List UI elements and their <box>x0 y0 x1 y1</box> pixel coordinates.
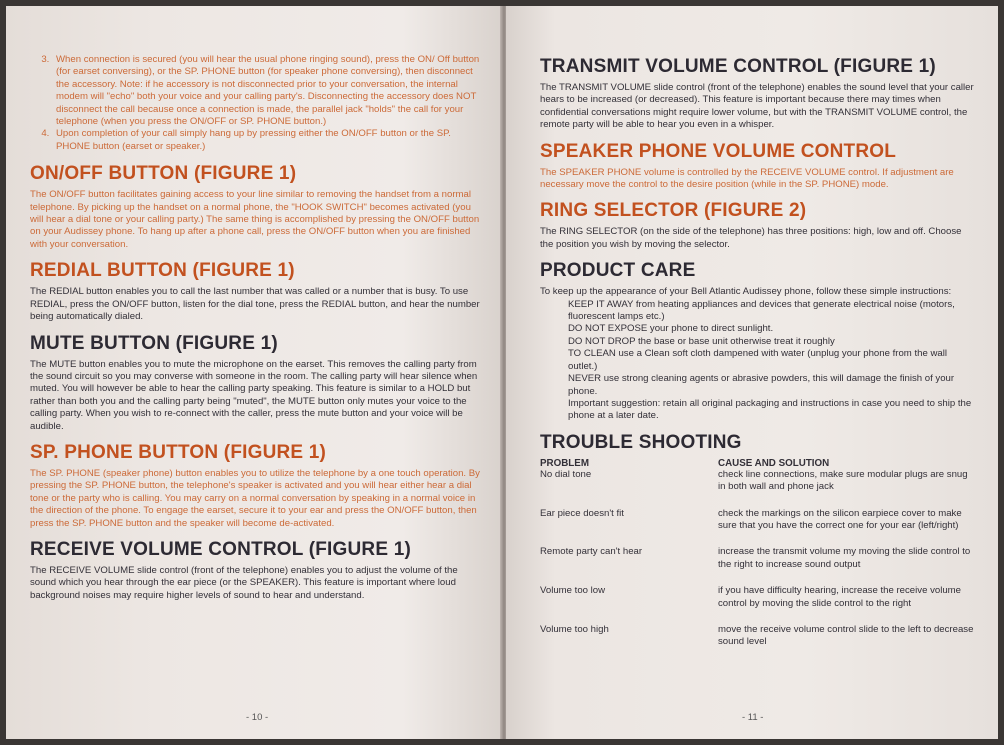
onoff-heading: ON/OFF BUTTON (FIGURE 1) <box>30 163 297 185</box>
ring-selector-text: The RING SELECTOR (on the side of the telephone) has three positions: high, low and off. Choose the position you wish by moving the selector. <box>540 226 962 250</box>
left-page <box>6 6 502 739</box>
care-item: NEVER use strong cleaning agents or abrasive powders, this will damage the finish of your phone. <box>568 373 955 397</box>
mute-heading: MUTE BUTTON (FIGURE 1) <box>30 332 278 354</box>
table-row <box>540 469 976 508</box>
speaker-volume-text: The SPEAKER PHONE volume is controlled by the RECEIVE VOLUME control. If adjustment are necessary move the control to the desire position (while in the SP. PHONE) mode. <box>540 166 954 191</box>
care-item: KEEP IT AWAY from heating appliances and devices that generate electrical noise (motors, fluorescent lamps etc.) <box>568 298 955 323</box>
care-item: TO CLEAN use a Clean soft cloth dampened with water (unplug your phone from the wall outlet.) <box>568 348 947 372</box>
solution-cell: if you have difficulty hearing, increase the receive volume control by moving the slide control to the right <box>718 585 961 609</box>
problem-cell: Ear piece doesn't fit <box>540 507 624 519</box>
care-item: DO NOT DROP the base or base unit otherwise treat it roughly <box>568 335 835 347</box>
solution-cell: check line connections, make sure modular plugs are snug in both wall and phone jack <box>718 468 968 493</box>
mute-text: The MUTE button enables you to mute the microphone on the earset. This removes the calling party from the sound circuit so you may converse with someone in the room. The calling party will hear silence when muted. You will however be able to hear the calling party speaking. This feature is similar to a HOLD but rather than both you and the calling party being "muted", the MUTE button only mutes your voice to the calling party. When you wish to re-connect with the caller, press the mute button and your voice will be audible. <box>30 358 478 432</box>
receive-volume-section <box>30 539 480 602</box>
onoff-text: The ON/OFF button facilitates gaining access to your line similar to removing the handset from a normal telephone. By picking up the handset on a normal phone, the "HOOK SWITCH" becomes activated (you will hear a dial tone or your calling party.) The same thing is accomplished by pressing the ON/OFF button on your Audissey phone. To hang up after a phone call, press the ON/OFF button when you are finished with your conversation. <box>30 189 480 250</box>
redial-text: The REDIAL button enables you to call the last number that was called or a number that is busy. To use REDIAL, press the ON/OFF button, listen for the dial tone, press the REDIAL button, and hear the number being automatically dialed. <box>30 286 480 323</box>
speaker-volume-heading: SPEAKER PHONE VOLUME CONTROL <box>540 140 897 162</box>
redial-heading: REDIAL BUTTON (FIGURE 1) <box>30 260 295 282</box>
page-number-right: - 11 - <box>742 712 764 723</box>
table-row <box>540 546 976 585</box>
problem-column-header: PROBLEM <box>540 457 589 469</box>
spphone-text: The SP. PHONE (speaker phone) button enables you to utilize the telephone by a one touch operation. By pressing the SP. PHONE button, the telephone's speaker is activated and you will hear either hear a dial tone or the party who is calling. You may carry on a normal conversation by speaking in a normal voice in the direction of the phone. To engage the earset, secure it to your ear and press the ON/OFF button, then press the SP. PHONE button and the speaker will become de-activated. <box>30 467 480 529</box>
receive-volume-heading: RECEIVE VOLUME CONTROL (FIGURE 1) <box>30 538 411 560</box>
receive-volume-text: The RECEIVE VOLUME slide control (front of the telephone) enables you to adjust the volume of the sound which you hear through the ear piece (or the SPEAKER). This feature is important where loud background noises may require higher levels of sound to hear and understand. <box>30 564 458 601</box>
solution-column-header: CAUSE AND SOLUTION <box>718 457 830 469</box>
speaker-volume-section <box>540 141 976 192</box>
step-3: 3. When connection is secured (you will hear the usual phone ringing sound), press the ON/ Off button (for earset conversing), or the SP. PHONE button (for speaker phone conversing), then disconnect the accessory. Note: if he accessory is not disconnected prior to your conversation, the internal modem will "echo" both your voice and your calling party's. Disconnecting the accessory does NOT disconnect the call because once a connection is made, the parallel jack "holds" the call for your telephone (when you press the ON/OFF or SP. PHONE button.) <box>52 54 480 128</box>
product-care-section <box>540 260 976 422</box>
table-row <box>540 624 976 663</box>
trouble-shooting-heading: TROUBLE SHOOTING <box>540 431 742 453</box>
problem-cell: No dial tone <box>540 468 592 480</box>
product-care-intro: To keep up the appearance of your Bell Atlantic Audissey phone, follow these simple instructions: <box>540 286 952 298</box>
right-page <box>506 6 998 739</box>
table-row <box>540 585 976 624</box>
table-header-row <box>540 458 976 469</box>
spphone-heading: SP. PHONE BUTTON (FIGURE 1) <box>30 441 327 463</box>
page-number-left: - 10 - <box>246 712 269 723</box>
trouble-shooting-table <box>540 458 976 663</box>
step-4: 4. Upon completion of your call simply hang up by pressing either the ON/OFF button or the SP. PHONE button (earset or speaker.) <box>52 128 480 153</box>
spphone-section <box>30 442 480 530</box>
transmit-volume-text: The TRANSMIT VOLUME slide control (front of the telephone) enables the sound level that your caller hears to be increased (or decreased). This feature is important because there may times when confidential conversations might require lower volume, but with the TRANSMIT VOLUME control, the remote party will be able to hear you even in a whisper. <box>540 82 974 131</box>
problem-cell: Volume too high <box>540 623 609 635</box>
problem-cell: Remote party can't hear <box>540 546 643 558</box>
product-care-heading: PRODUCT CARE <box>540 260 696 282</box>
care-item: DO NOT EXPOSE your phone to direct sunlight. <box>568 323 774 335</box>
redial-section <box>30 260 480 323</box>
care-item: Important suggestion: retain all original packaging and instructions in case you need to ship the phone at a later date. <box>568 397 972 422</box>
solution-cell: increase the transmit volume my moving the slide control to the right to increase sound output <box>718 546 971 570</box>
onoff-section <box>30 163 480 251</box>
product-care-list <box>540 299 976 423</box>
problem-cell: Volume too low <box>540 585 606 597</box>
solution-cell: check the markings on the silicon earpiece cover to make sure that you have the correct one for your ear (left/right) <box>718 507 962 531</box>
solution-cell: move the receive volume control slide to the left to decrease sound level <box>718 623 974 648</box>
ring-selector-heading: RING SELECTOR (FIGURE 2) <box>540 200 807 222</box>
transmit-volume-section <box>540 56 976 132</box>
ring-selector-section <box>540 200 976 251</box>
connection-steps-list <box>30 54 480 153</box>
trouble-shooting-section <box>540 432 976 663</box>
mute-section <box>30 333 480 433</box>
transmit-volume-heading: TRANSMIT VOLUME CONTROL (FIGURE 1) <box>540 56 936 77</box>
table-row <box>540 508 976 547</box>
